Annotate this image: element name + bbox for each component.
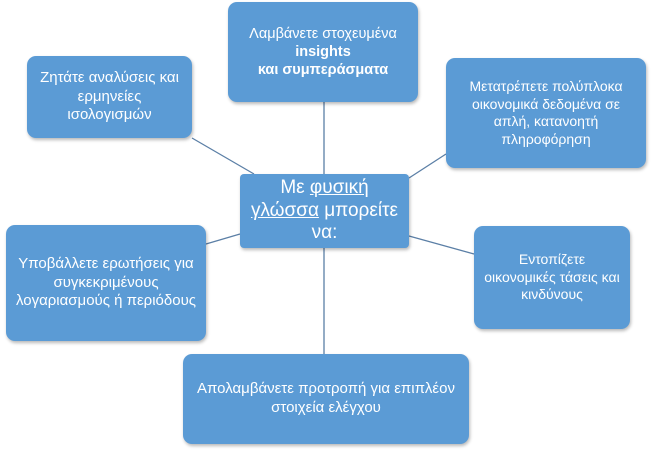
node-questions-text: Υποβάλλετε ερωτήσεις για συγκεκριμένους λογαριασμούς ή περιόδους <box>15 254 197 310</box>
node-trends <box>474 226 630 329</box>
node-insights-text: Λαμβάνετε στοχευμένα <box>249 25 397 42</box>
node-analyses <box>27 56 192 138</box>
connector-mid-right <box>409 236 474 254</box>
node-audit-prompt-text: Απολαμβάνετε προτροπή για επιπλέον στοιχεία ελέγχου <box>197 380 455 416</box>
node-trends-text: Εντοπίζετε οικονομικές τάσεις και κινδύνους <box>484 251 620 303</box>
connector-top-right <box>409 154 446 178</box>
node-audit-prompt <box>183 354 469 444</box>
node-questions <box>6 225 206 341</box>
node-insights-emph: insights <box>295 43 351 60</box>
central-node-link: φυσική γλώσσα <box>250 176 369 221</box>
node-insights-emph-2: και συμπεράσματα <box>257 62 389 79</box>
node-simplify-data-text: Μετατρέπετε πολύπλοκα οικονομικά δεδομένα σε απλή, κατανοητή πληροφόρηση <box>469 78 623 147</box>
node-insights <box>228 2 418 102</box>
connector-mid-left <box>206 234 240 244</box>
node-simplify-data <box>446 58 646 168</box>
node-analyses-text: Ζητάτε αναλύσεις και ερμηνείες ισολογισμών <box>40 68 179 124</box>
central-node-prefix: Με <box>280 176 310 198</box>
central-node <box>240 174 409 248</box>
connector-top-left <box>192 138 254 174</box>
central-node-suffix: μπορείτε να: <box>311 199 399 244</box>
